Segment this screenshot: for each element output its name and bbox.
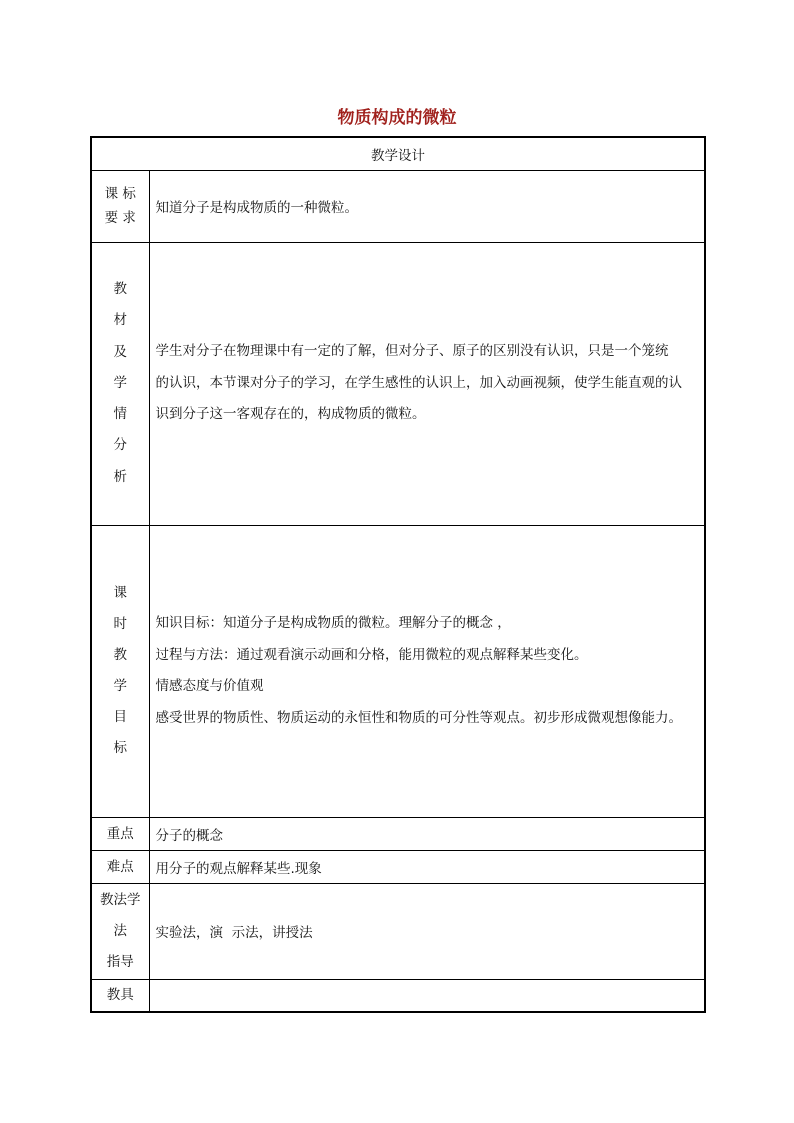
- label-char: 析: [113, 468, 127, 485]
- objectives-label: [91, 525, 149, 817]
- difficulty-content: 用分子的观点解释某些.现象: [149, 850, 705, 883]
- text-line: 知识目标：知道分子是构成物质的微粒。理解分子的概念 ，: [155, 615, 511, 631]
- label-char: 目: [113, 709, 127, 725]
- key-point-row: [91, 817, 705, 850]
- label-line: 教法学: [100, 891, 141, 908]
- analysis-row: [91, 242, 705, 525]
- label-char: 教: [113, 280, 127, 297]
- difficulty-label: 难点: [91, 850, 149, 883]
- analysis-content: [149, 242, 705, 525]
- label-line: 要 求: [104, 210, 136, 226]
- label-char: 教: [113, 647, 127, 663]
- tools-row: [91, 979, 705, 1012]
- label-char: 材: [113, 312, 127, 329]
- text-line: 情感态度与价值观: [155, 678, 264, 694]
- table-header: 教学设计: [91, 137, 705, 170]
- label-char: 课: [113, 585, 127, 601]
- text-line: 感受世界的物质性、物质运动的永恒性和物质的可分性等观点。初步形成微观想像能力。: [155, 709, 682, 726]
- standard-label: [91, 170, 149, 242]
- label-char: 学: [113, 374, 127, 391]
- standard-row: [91, 170, 705, 242]
- standard-content: 知道分子是构成物质的一种微粒。: [149, 170, 705, 242]
- label-char: 标: [113, 740, 127, 756]
- methods-content: 实验法，演 示法，讲授法: [149, 883, 705, 979]
- label-char: 情: [113, 406, 127, 423]
- label-char: 时: [113, 616, 127, 632]
- difficulty-row: [91, 850, 705, 883]
- label-char: 学: [113, 678, 127, 694]
- label-line: 课 标: [104, 186, 136, 202]
- text-line: 过程与方法：通过观看演示动画和分格，能用微粒的观点解释某些变化。: [155, 646, 588, 663]
- document-title: 物质构成的微粒: [337, 108, 457, 128]
- key-point-content: 分子的概念: [149, 817, 705, 850]
- tools-content: [149, 979, 705, 1012]
- teaching-design-table: [90, 136, 706, 1013]
- label-line: 法: [113, 922, 127, 939]
- label-char: 分: [113, 437, 127, 454]
- text-line: 学生对分子在物理课中有一定的了解，但对分子、原子的区别没有认识，只是一个笼统: [155, 343, 669, 360]
- methods-row: [91, 883, 705, 979]
- methods-label: [91, 883, 149, 979]
- label-char: 及: [113, 343, 127, 360]
- text-line: 的认识，本节课对分子的学习，在学生感性的认识上，加入动画视频，使学生能直观的认: [155, 374, 682, 391]
- label-line: 指导: [106, 953, 134, 970]
- objectives-row: [91, 525, 705, 817]
- key-point-label: 重点: [91, 817, 149, 850]
- analysis-label: [91, 242, 149, 525]
- objectives-content: [149, 525, 705, 817]
- tools-label: 教具: [91, 979, 149, 1012]
- header-row: [91, 137, 705, 170]
- text-line: 识到分子这一客观存在的，构成物质的微粒。: [155, 406, 426, 423]
